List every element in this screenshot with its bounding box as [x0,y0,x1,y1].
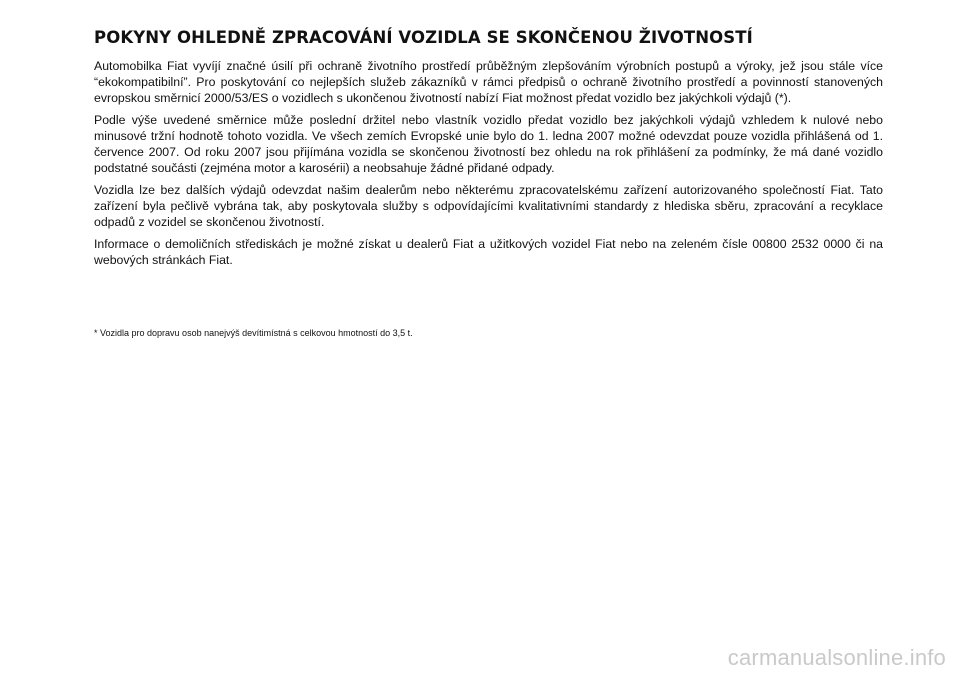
page-title: POKYNY OHLEDNĚ ZPRACOVÁNÍ VOZIDLA SE SKONČENOU ŽIVOTNOSTÍ [94,28,753,47]
paragraph-directive: Podle výše uvedené směrnice může poslední držitel nebo vlastník vozidlo předat vozidlo bez jakýchkoli výdajů vzhledem k nulové nebo minusové tržní hodnotě tohoto vozidla. Ve všech zemích Evropské unie bylo do 1. ledna 2007 možné odevzdat pouze vozidla přihlášená od 1. července 2007. Od roku 2007 jsou přijímána vozidla se skončenou životností bez ohledu na rok přihlášení za podmínky, že má dané vozidlo podstatné součásti (zejména motor a karosérii) a neobsahuje žádné přidané odpady. [94,113,883,175]
paragraph-information: Informace o demoličních střediskách je možné získat u dealerů Fiat a užitkových vozidel Fiat nebo na zeleném čísle 00800 2532 0000 či na webových stránkách Fiat. [94,237,883,267]
footnote: * Vozidla pro dopravu osob nanejvýš devítimístná s celkovou hmotností do 3,5 t. [94,328,413,338]
paragraph-intro: Automobilka Fiat vyvíjí značné úsilí při ochraně životního prostředí průběžným zlepšováním výrobních postupů a výroky, jež jsou stále více “ekokompatibilní”. Pro poskytování co nejlepších služeb zákazníků v rámci předpisů o ochraně životního prostředí a povinností stanovených evropskou směrnicí 2000/53/ES o vozidlech s ukončenou životností nabízí Fiat možnost předat vozidlo bez jakýchkoli výdajů (*). [94,59,883,105]
watermark: carmanualsonline.info [727,645,946,670]
paragraph-dealers: Vozidla lze bez dalších výdajů odevzdat našim dealerům nebo některému zpracovatelskému zařízení autorizovaného společností Fiat. Tato zařízení byla pečlivě vybrána tak, aby poskytovala služby s odpovídajícími kvalitativními standardy z hlediska sběru, zpracování a recyklace odpadů z vozidel se skončenou životností. [94,183,883,229]
body-text [94,58,883,274]
